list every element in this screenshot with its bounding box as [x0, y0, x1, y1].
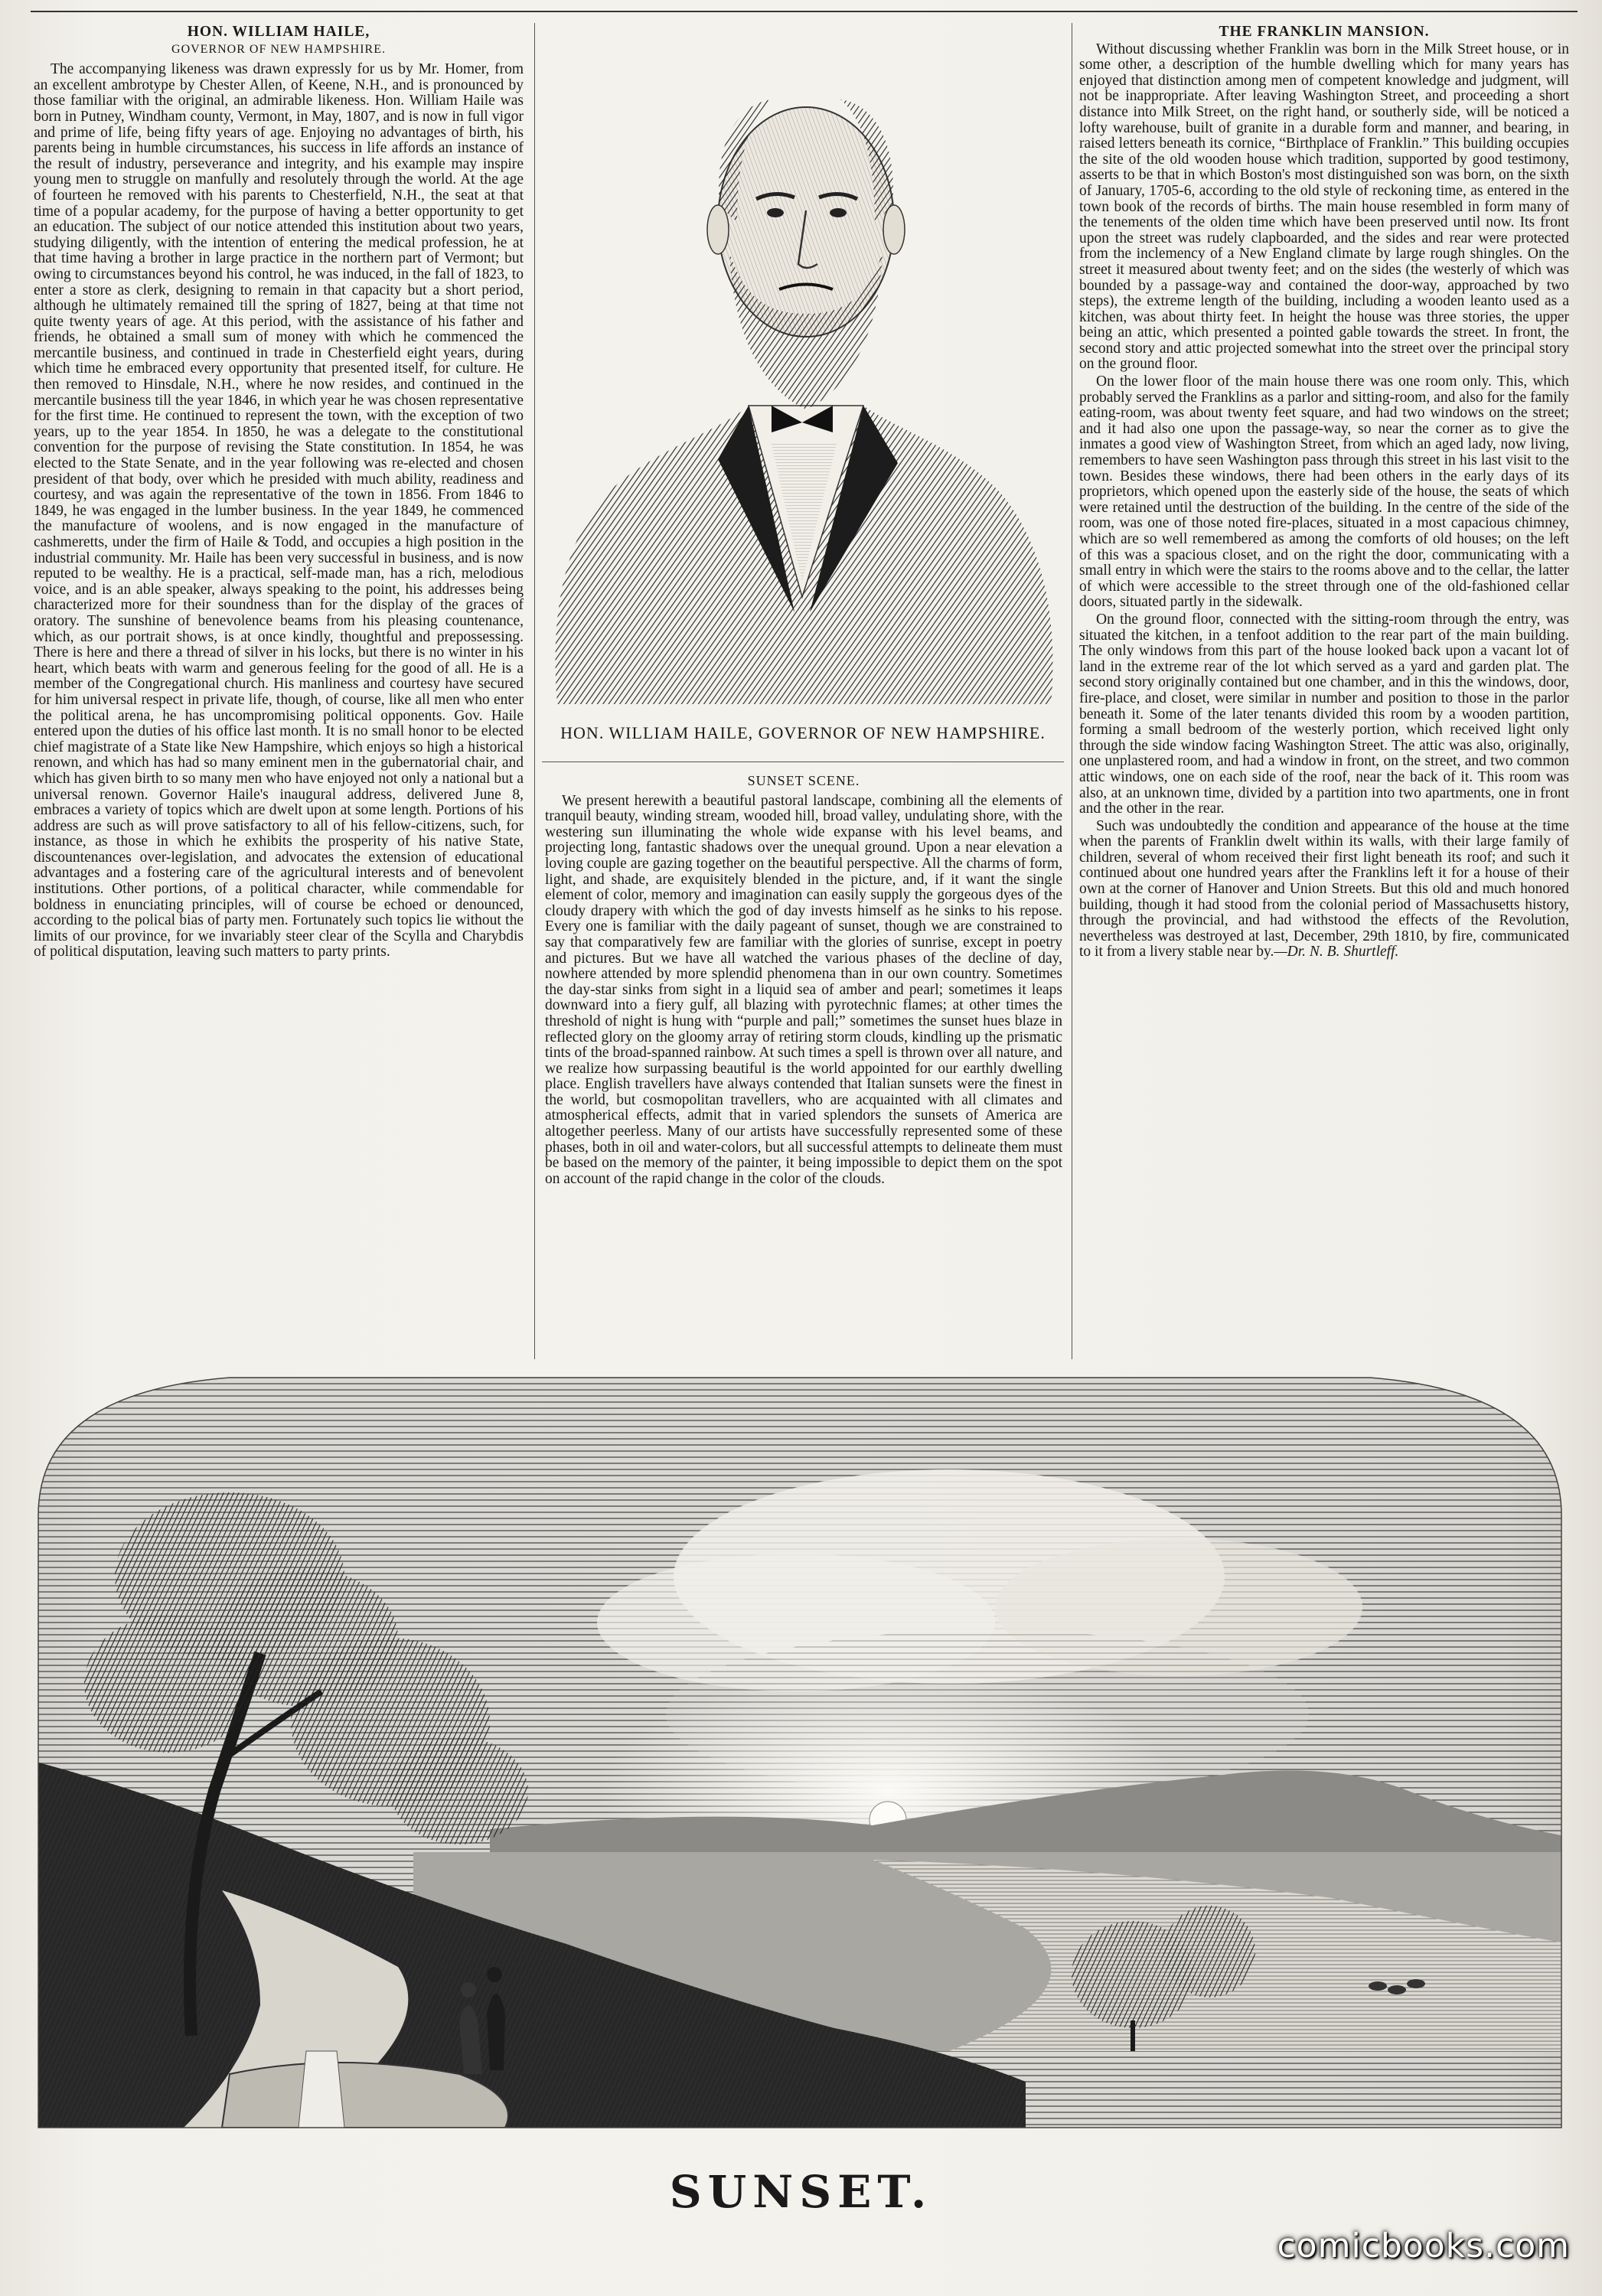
article-body-haile: The accompanying likeness was drawn expressly for us by Mr. Homer, from an excellent ambrotype by Chester Allen, of Keene, N.H., and is pronounced by those familiar with the original, an admirable likeness. Hon. William Haile was born in Putney, Windham county, Vermont, in May, 1807, and is now in full vigor and prime of life, being fifty years of age. Enjoying no advantages of birth, his parents being in humble circumstances, his success in life affords an instance of the result of industry, perseverance and integrity, and his example may inspire young men to struggle on manfully and resolutely through the world. At the age of fourteen he removed with his parents to Chesterfield, N.H., the seat at that time of a popular academy, for the purpose of having a better opportunity to get an education. The subject of our notice attended this institution about two years, studying diligently, with the intention of entering the medical profession, he at that time having a brother in large practice in the northern part of Vermont; but owing to circumstances beyond his control, he was induced, in the fall of 1823, to enter a store as clerk, designing to remain in that capacity but a short period, although he ultimately remained till the spring of 1827, being at that time not quite twenty years of age. At this period, with the assistance of his father and friends, he obtained a small sum of money with which he commenced the mercantile business, and continued in trade in Chesterfield eight years, during which time he embraced every opportunity that presented itself, for culture. He then removed to Hinsdale, N.H., where he now resides, and continued in the mercantile business till the year 1846, in which year he was chosen representative for the first time. He continued to represent the town, with the exception of two years, up to the year 1854. In 1850, he was a delegate to the constitutional convention for the purpose of revising the State constitution. In 1854, he was elected to the State Senate, and in the year following was re-elected and chosen president of that body, over which he presided with much ability, readiness and courtesy, and was again the representative of the town in 1856. From 1846 to 1849, he was engaged in the lumber business. In the year 1849, he commenced the manufacture of woolens, and is now engaged in the manufacture of cashmeretts, under the firm of Haile & Todd, and occupies a high position in the industrial community. Mr. Haile has been very successful in business, and is now reputed to be wealthy. He is a practical, self-made man, has a rich, melodious voice, and is an able speaker, always speaking to the point, his addresses being characterized more for their soundness than for the display of the graces of oratory. The sunshine of benevolence beams from his pleasing countenance, which, as our portrait shows, is at once kindly, thoughtful and prepossessing. There is here and there a thread of silver in his locks, but there is no winter in his heart, which beats with warm and generous feeling for the good of all. He is a member of the Congregational church. His manliness and courtesy have secured for him universal respect in private life, though, of course, like all men who enter the political arena, he has uncompromising political opponents. Gov. Haile entered upon the duties of his office last month. It is no small honor to be elected chief magistrate of a State like New Hampshire, which enjoys so high a historical renown, and which has had so many eminent men in the gubernatorial chair, and which has given birth to so many men who have enjoyed not only a national but a universal renown. Governor Haile's inaugural address, delivered June 8, embraces a variety of topics which are dwelt upon at some length. Portions of his address are such as will prove satisfactory to all of his fellow-citizens, such, for instance, as those in which he exhibits the prosperity of his native State, discountenances over-legislation, and advocates the extension of educational advantages and a fostering care of the agricultural interests and of benevolent institutions. Other portions, of a political character, while commendable for boldness in enunciating principles, will of course be echoed or denounced, according to the polical bias of party men. Fortunately such topics lie without the limits of our province, for we invariably steer clear of the Scylla and Charybdis of political disputation, leaving such matters to party prints. [34, 61, 524, 960]
portrait-caption: HON. WILLIAM HAILE, GOVERNOR OF NEW HAMPSHIRE. [560, 723, 1046, 742]
article-subtitle-haile: GOVERNOR OF NEW HAMPSHIRE. [171, 42, 386, 56]
article-signature: —Dr. N. B. Shurtleff. [1274, 944, 1399, 960]
article-title-haile: HON. WILLIAM HAILE, [187, 24, 370, 40]
article-paragraph-franklin-2: On the lower floor of the main house there was one room only. This, which probably served the Franklins as a parlor and sitting-room, and also for the family eating-room, was about twenty feet square, and had two windows on the street; and it had also one upon the passage-way, so near the corner as to give the inmates a good view of Washington Street, from which an aged lady, now living, remembers to have seen Washington pass through this street in his last visit to the town. Besides these windows, there had been others in the early days of its proprietors, which opened upon the easterly side of the house, the seats of which were retained until the destruction of the building. In the centre of the side of the room, was one of those noted fire-places, situated in a most capacious chimney, which are so well remembered as among the comforts of old houses; on the left of this was a spacious closet, and on the right the door, communicating with a small entry in which were the stairs to the rooms above and to the cellar, the latter of which were accessible to the street through one of the old-fashioned cellar doors, situated partly in the sidewalk. [1079, 373, 1569, 611]
portrait-engraving [542, 46, 1064, 713]
left-column-article [34, 24, 524, 960]
article-title-sunset: SUNSET SCENE. [747, 773, 860, 788]
column-divider-left [534, 23, 535, 1359]
article-body-sunset: We present herewith a beautiful pastoral landscape, combining all the elements of tranquil beauty, winding stream, wooded hill, broad valley, undulating shore, with the westering sun illuminating the whole wide expanse with his level beams, and projecting long, fantastic shadows over the unequal ground. Upon a near elevation a loving couple are gazing together on the beautiful perspective. All the charms of form, light, and shade, are exquisitely blended in the picture, and, if it want the single element of color, memory and imagination can easily supply the gorgeous dyes of the cloudy drapery with which the god of day invests himself as he sinks to his repose. Every one is familiar with the daily pageant of sunset, though we are constrained to say that comparatively few are familiar with the glories of sunrise, except in poetry and pictures. But we have all watched the various phases of the decline of day, nowhere attended by more splendid phenomena than in our own country. Sometimes the day-star sinks from sight in a liquid sea of amber and pearl; sometimes it leaps downward into a fiery gulf, all blazing with pyrotechnic flames; at other times the threshold of night is hung with “purple and pall;” sometimes the sunset hues blaze in reflected glory on the gloomy array of retiring storm clouds, kindling up the prismatic tints of the broad-spanned rainbow. At such times a spell is thrown over all nature, and we realize how surpassing beautiful is the world appointed for our earthly dwelling place. English travellers have always contended that Italian sunsets were the finest in the world, but cosmopolitan travellers, who are acquainted with all climates and atmospherical effects, admit that in varied splendors the sunsets of America are altogether peerless. Many of our artists have successfully represented some of these phases, both in oil and water-colors, but all successful attempts to delineate them must be based on the memory of the painter, it being impossible to depict them on the spot on account of the rapid change in the color of the clouds. [545, 792, 1062, 1187]
middle-column-article [545, 773, 1062, 1187]
site-watermark: comicbooks.com [1277, 2226, 1570, 2265]
article-title-franklin: THE FRANKLIN MANSION. [1219, 24, 1430, 40]
top-border-rule [31, 11, 1578, 12]
article-paragraph-franklin-1: Without discussing whether Franklin was born in the Milk Street house, or in some other, a description of the humble dwelling which for many years has enjoyed that distinction among men of competent knowledge and judgment, will not be inappropriate. After leaving Washington Street, and proceeding a short distance into Milk Street, on the right hand, or southerly side, will be noticed a lofty warehouse, built of granite in a durable form and manner, and bearing, in raised letters beneath its cornice, “Birthplace of Franklin.” This building occupies the site of the old wooden house which tradition, supported by good testimony, asserts to be that in which Boston's most distinguished son was born, on the sixth of January, 1705-6, according to the old style of reckoning time, as entered in the town book of the records of births. The main house resembled in form many of the tenements of the olden time which have been preserved until now. Its front upon the street was rudely clapboarded, and the sides and rear were protected from the inclemency of a New England climate by large rough shingles. On the street it measured about twenty feet; and on the sides (the westerly of which was bounded by a passage-way and contained the door-way, approached by two steps), the extreme length of the building, including a wooden leanto used as a kitchen, was about thirty feet. In height the house was three stories, the upper being an attic, which presented a pointed gable towards the street. In front, the second story and attic projected somewhat into the street over the principal story on the ground floor. [1079, 41, 1569, 373]
landscape-caption: SUNSET. [669, 2166, 933, 2218]
right-column-article [1079, 24, 1569, 960]
article-paragraph-franklin-4: Such was undoubtedly the condition and appearance of the house at the time when the parents of Franklin dwelt within its walls, with their large family of children, several of whom received their first light beneath its roof; and such it continued about one hundred years after the Franklins left it for a house of their own at the corner of Hanover and Union Streets. But this old and much honored building, though it had stood from the colonial period of Massachusetts history, through the provincial, and had withstood the effects of the Revolution, nevertheless was destroyed at last, December, 29th 1810, by fire, communicated to it from a livery stable near by.—Dr. N. B. Shurtleff. [1079, 817, 1569, 960]
sunset-landscape-engraving [31, 1362, 1569, 2170]
article-paragraph-franklin-3: On the ground floor, connected with the sitting-room through the entry, was situated the kitchen, in a tenfoot addition to the rear part of the main building. The only windows from this part of the house looked back upon a vacant lot of land in the extreme rear of the lot which served as a yard and garden plat. The second story originally contained but one chamber, and in this the windows, door, fire-place, and closet, were similar in number and position to those in the parlor beneath it. Some of the later tenants divided this room by a wooden partition, forming a small bedroom of the westerly portion, which received light only through the side window facing Washington Street. The attic was also, originally, one unplastered room, and had a window in front, on the street, and two common attic windows, one on each side of the roof, near the back of it. This room was also, at an unknown time, divided by a partition into two apartments, one in front and the other in the rear. [1079, 611, 1569, 817]
